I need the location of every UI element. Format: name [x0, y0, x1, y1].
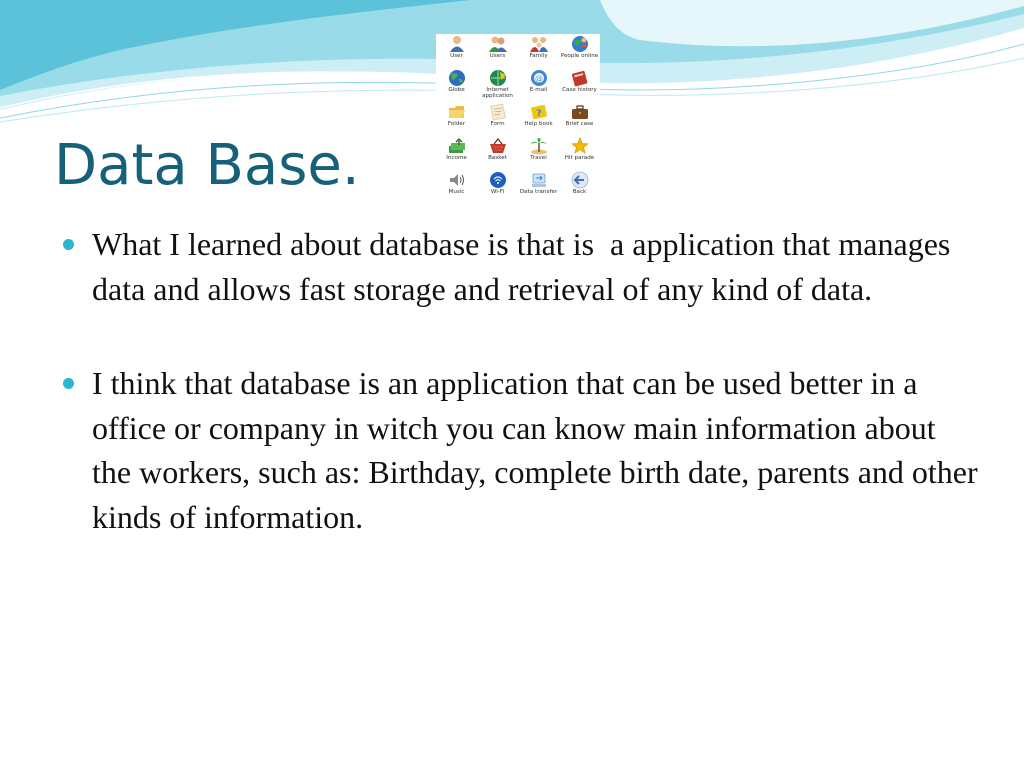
people-online-icon: [570, 35, 590, 53]
icon-label: Internet application: [482, 87, 513, 99]
icon-label: Help book: [524, 121, 553, 127]
icon-cell: [477, 136, 518, 170]
case-history-icon: [570, 69, 590, 87]
icon-cell: [477, 34, 518, 68]
data-transfer-icon: [529, 171, 549, 189]
help-book-icon: [529, 103, 549, 121]
basket-icon: [488, 137, 508, 155]
icon-cell: [559, 68, 600, 102]
hit-parade-icon: [570, 137, 590, 155]
svg-text:?: ?: [535, 109, 542, 119]
icon-label: Travel: [530, 155, 547, 161]
icon-label: Folder: [447, 121, 466, 127]
music-icon: [447, 171, 467, 189]
icon-label: Wi-Fi: [490, 189, 505, 195]
icon-cell: [518, 68, 559, 102]
icon-label: User: [450, 53, 463, 59]
icon-label: Income: [446, 155, 467, 161]
bullet-item: [60, 361, 980, 539]
icon-cell: [559, 34, 600, 68]
users-icon: [488, 35, 508, 53]
folder-icon: [447, 103, 467, 121]
travel-icon: [529, 137, 549, 155]
icon-cell: [436, 136, 477, 170]
icon-label: People online: [560, 53, 599, 59]
bullet-list: [60, 222, 980, 539]
icon-label: Data transfer: [519, 189, 558, 195]
icon-label: Globe: [448, 87, 465, 93]
svg-text:@: @: [534, 74, 543, 83]
icon-collection-image: [436, 34, 600, 206]
icon-cell: [436, 68, 477, 102]
bullet-marker-icon: [60, 361, 92, 406]
internet-application-icon: [488, 69, 508, 87]
income-icon: [447, 137, 467, 155]
bullet-text: What I learned about database is that is a application that manages data and allows fast storage and retrieval of any kind of data.: [92, 226, 959, 307]
briefcase-icon: [570, 103, 590, 121]
user-icon: [447, 35, 467, 53]
icon-cell: [477, 170, 518, 204]
icon-label: E-mail: [529, 87, 548, 93]
bullet-item: [60, 222, 980, 311]
globe-icon: [447, 69, 467, 87]
icon-cell: [559, 102, 600, 136]
wifi-icon: [488, 171, 508, 189]
slide-title: Data Base.: [54, 133, 360, 198]
form-icon: [488, 103, 508, 121]
icon-label: Music: [448, 189, 465, 195]
icon-label: Users: [489, 53, 506, 59]
icon-label: Basket: [488, 155, 507, 161]
bullet-marker-icon: [60, 222, 92, 267]
bullet-text: I think that database is an application that can be used better in a office or company in witch you can know main information about the workers, such as: Birthday, complete birth date, parents and other kinds of information.: [92, 365, 978, 535]
email-icon: [529, 69, 549, 87]
icon-cell: [436, 34, 477, 68]
icon-label: Form: [490, 121, 505, 127]
icon-cell: [436, 170, 477, 204]
icon-label: Hit parade: [564, 155, 595, 161]
icon-cell: [559, 170, 600, 204]
icon-label: Brief case: [565, 121, 594, 127]
family-icon: [529, 35, 549, 53]
icon-cell: [436, 102, 477, 136]
icon-cell: [477, 68, 518, 102]
icon-cell: [518, 170, 559, 204]
icon-label: Back: [572, 189, 587, 195]
icon-label: Case history: [562, 87, 597, 93]
icon-label: Family: [529, 53, 548, 59]
icon-cell: [477, 102, 518, 136]
icon-cell: [518, 102, 559, 136]
back-icon: [570, 171, 590, 189]
icon-cell: [559, 136, 600, 170]
icon-cell: [518, 34, 559, 68]
icon-cell: [518, 136, 559, 170]
